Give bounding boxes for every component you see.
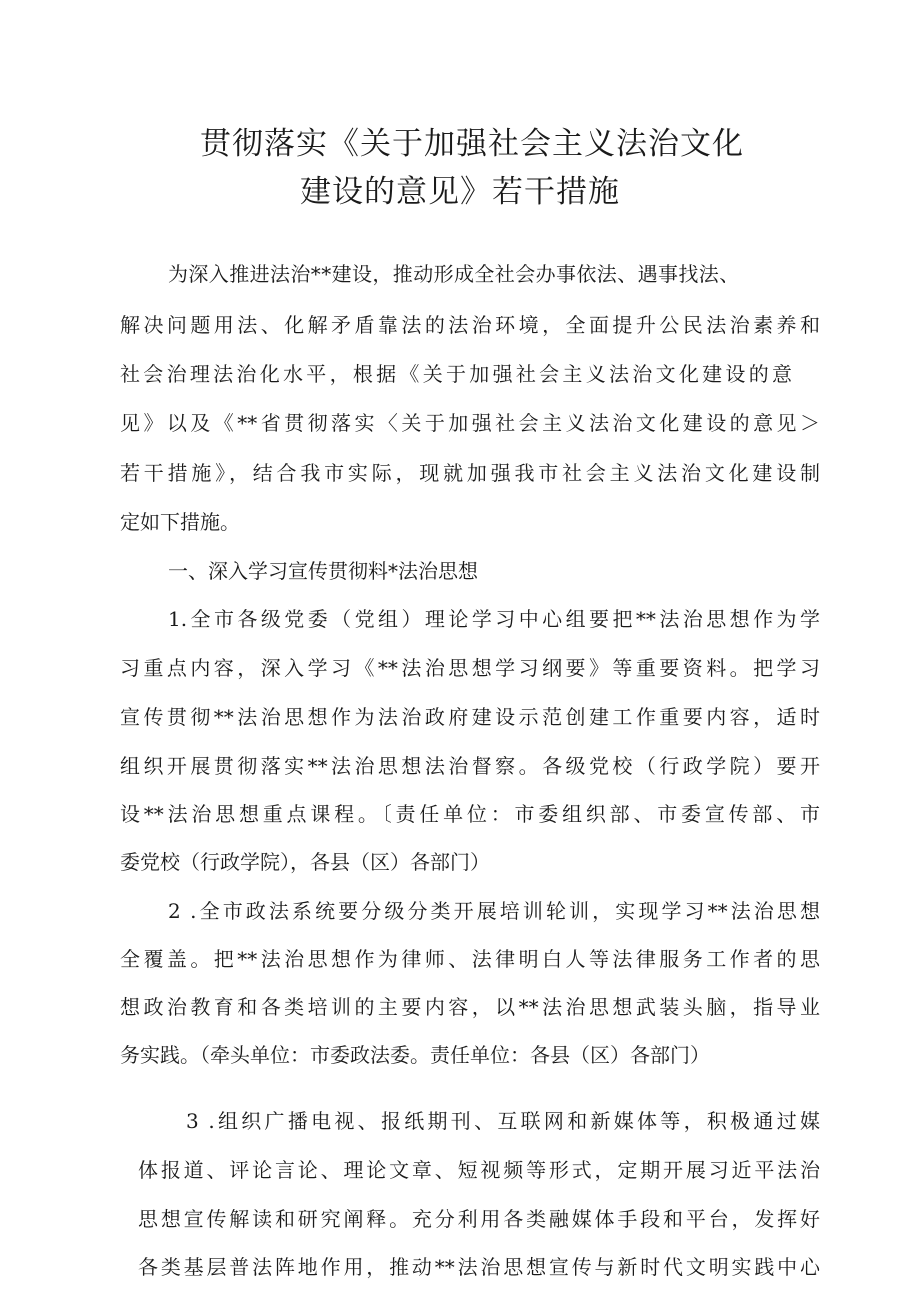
intro-line-3: 社会治理法治化水平，根据《关于加强社会主义法治文化建设的意 <box>120 362 792 386</box>
item-1-line-6: 委党校（行政学院），各县（区）各部门） <box>120 850 490 874</box>
item-3-line-3: 思想宣传解读和研究阐释。充分利用各类融媒体手段和平台，发挥好 <box>138 1207 820 1231</box>
intro-line-4: 见》以及《**省贯彻落实〈关于加强社会主义法治文化建设的意见＞ <box>120 411 820 435</box>
item-3-line-2: 体报道、评论言论、理论文章、短视频等形式，定期开展习近平法治 <box>138 1158 820 1182</box>
item-2-line-4: 务实践。（牵头单位：市委政法委。责任单位：各县（区）各部门） <box>120 1043 710 1067</box>
intro-line-1: 为深入推进法治**建设，推动形成全社会办事依法、遇事找法、 <box>168 262 740 286</box>
document-title-line-2: 建设的意见》若干措施 <box>300 174 620 210</box>
intro-line-2: 解决问题用法、化解矛盾靠法的法治环境，全面提升公民法治素养和 <box>120 313 820 337</box>
document-title-line-1: 贯彻落实《关于加强社会主义法治文化 <box>200 126 744 162</box>
item-1-line-4: 组织开展贯彻落实**法治思想法治督察。各级党校（行政学院）要开 <box>120 754 820 778</box>
item-3-line-1: 3 .组织广播电视、报纸期刊、互联网和新媒体等，积极通过媒 <box>186 1109 820 1133</box>
item-1-line-3: 宣传贯彻**法治思想作为法治政府建设示范创建工作重要内容，适时 <box>120 705 820 729</box>
intro-line-6: 定如下措施。 <box>120 510 240 534</box>
item-2-line-2: 全覆盖。把**法治思想作为律师、法律明白人等法律服务工作者的思 <box>120 947 820 971</box>
item-3-line-4: 各类基层普法阵地作用，推动**法治思想宣传与新时代文明实践中心 <box>138 1255 820 1279</box>
item-1-line-5: 设**法治思想重点课程。〔责任单位：市委组织部、市委宣传部、市 <box>120 802 820 826</box>
section-1-heading: 一、深入学习宣传贯彻料*法治思想 <box>168 559 478 583</box>
item-2-line-3: 想政治教育和各类培训的主要内容，以**法治思想武装头脑，指导业 <box>120 995 820 1019</box>
intro-line-5: 若干措施》，结合我市实际，现就加强我市社会主义法治文化建设制 <box>120 461 820 485</box>
item-1-line-2: 习重点内容，深入学习《**法治思想学习纲要》等重要资料。把学习 <box>120 656 820 680</box>
item-2-line-1: 2 .全市政法系统要分级分类开展培训轮训，实现学习**法治思想 <box>168 899 820 923</box>
item-1-line-1: 1.全市各级党委（党组）理论学习中心组要把**法治思想作为学 <box>168 607 820 631</box>
